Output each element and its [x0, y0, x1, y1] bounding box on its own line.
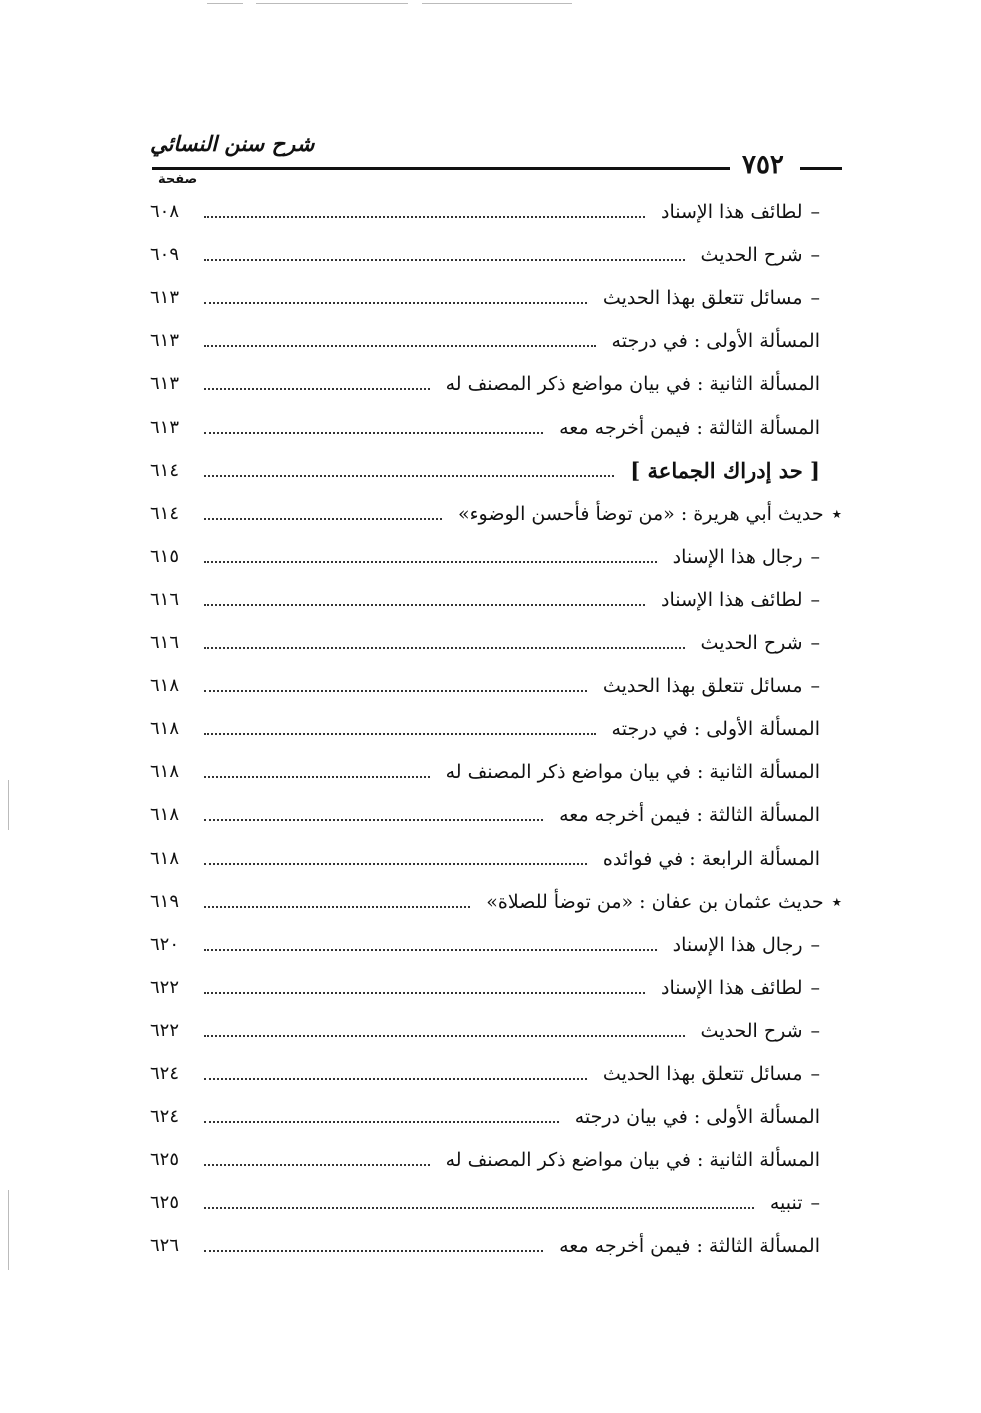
- toc-entry-page: ٦١٣: [150, 287, 180, 308]
- dot-leader: [204, 774, 430, 778]
- dot-leader: [204, 904, 470, 908]
- toc-entry-page: ٦١٩: [150, 891, 180, 912]
- toc-entry[interactable]: [150, 1144, 820, 1176]
- toc-entry-title: [593, 670, 820, 702]
- dash-marker: –: [810, 287, 820, 309]
- toc-entry-page: ٦١٨: [150, 718, 180, 739]
- toc-entry-title: [760, 1187, 820, 1219]
- toc-entry-text: المسألة الثانية : في بيان مواضع ذكر المصنف له: [445, 373, 820, 395]
- toc-entry-title: [448, 498, 842, 530]
- dash-marker: –: [810, 977, 820, 999]
- toc-entry[interactable]: [150, 239, 820, 271]
- toc-entry[interactable]: [150, 1230, 820, 1262]
- toc-entry-page: ٦١٨: [150, 804, 180, 825]
- toc-entry-text: تنبيه: [769, 1192, 803, 1214]
- toc-entry-title: [436, 368, 820, 400]
- toc-entry-text: حديث عثمان بن عفان : «من توضأ للصلاة»: [486, 891, 824, 913]
- toc-entry-title: [691, 627, 820, 659]
- toc-entry-page: ٦٢٥: [150, 1192, 180, 1213]
- toc-entry-title: [602, 325, 820, 357]
- toc-entry-page: ٦١٤: [150, 503, 180, 524]
- toc-entry-page: ٦٢٢: [150, 977, 180, 998]
- dash-marker: –: [810, 546, 820, 568]
- toc-entry[interactable]: [150, 282, 820, 314]
- dot-leader: [204, 1119, 559, 1123]
- dot-leader: [204, 645, 685, 649]
- toc-entry-page: ٦٢٢: [150, 1020, 180, 1041]
- toc-entry-title: [620, 455, 820, 487]
- toc-entry-title: [565, 1101, 820, 1133]
- toc-entry-title: [663, 929, 820, 961]
- toc-entry[interactable]: [150, 368, 820, 400]
- toc-entry-page: ٦٠٨: [150, 201, 180, 222]
- dash-marker: –: [810, 201, 820, 223]
- toc-entry-page: ٦١٣: [150, 373, 180, 394]
- dash-marker: –: [810, 589, 820, 611]
- toc-entry-title: [602, 713, 820, 745]
- toc-entry[interactable]: [150, 627, 820, 659]
- toc-entry[interactable]: [150, 325, 820, 357]
- dot-leader: [204, 257, 685, 261]
- toc-entry-page: ٦١٦: [150, 632, 180, 653]
- toc-entry-title: [593, 843, 820, 875]
- dot-leader: [204, 430, 543, 434]
- dot-leader: [204, 473, 614, 477]
- dot-leader: [204, 386, 430, 390]
- toc-entry[interactable]: [150, 799, 820, 831]
- toc-entry[interactable]: [150, 1015, 820, 1047]
- toc-entry-text: لطائف هذا الإسناد: [661, 201, 803, 223]
- toc-entry-text: المسألة الثانية : في بيان مواضع ذكر المصنف له: [445, 1149, 820, 1171]
- toc-entry-title: [651, 584, 820, 616]
- toc-entry-page: ٦١٨: [150, 848, 180, 869]
- dash-marker: –: [810, 675, 820, 697]
- toc-entry-page: ٦١٣: [150, 417, 180, 438]
- toc-entry-text: لطائف هذا الإسناد: [661, 977, 803, 999]
- toc-entry-page: ٦١٦: [150, 589, 180, 610]
- toc-entry[interactable]: [150, 541, 820, 573]
- page-number: ٧٥٢: [742, 150, 784, 180]
- toc-entry-page: ٦٠٩: [150, 244, 180, 265]
- toc-entry-title: [651, 196, 820, 228]
- scan-artifact: [8, 780, 9, 830]
- dash-marker: –: [810, 1020, 820, 1042]
- toc-entry-text: شرح الحديث: [700, 632, 803, 654]
- dot-leader: [204, 1248, 543, 1252]
- toc-entry-text: حديث أبي هريرة : «من توضأ فأحسن الوضوء»: [457, 503, 824, 525]
- dash-marker: –: [810, 934, 820, 956]
- toc-entry-text: رجال هذا الإسناد: [672, 934, 803, 956]
- toc-entry-page: ٦٢٥: [150, 1149, 180, 1170]
- toc-entry[interactable]: [150, 196, 820, 228]
- toc-entry[interactable]: [150, 1101, 820, 1133]
- dot-leader: [204, 214, 645, 218]
- dash-marker: –: [810, 244, 820, 266]
- toc-entry-text: المسألة الأولى : في درجته: [611, 330, 820, 352]
- toc-entry-page: ٦١٨: [150, 675, 180, 696]
- toc-entry-title: [436, 756, 820, 788]
- toc-entry-title: [651, 972, 820, 1004]
- toc-entry-text: شرح الحديث: [700, 1020, 803, 1042]
- toc-entry[interactable]: [150, 584, 820, 616]
- toc-entry-text: المسألة الثالثة : فيمن أخرجه معه: [559, 1235, 820, 1257]
- toc-entry-page: ٦٢٠: [150, 934, 180, 955]
- toc-entry-text: المسألة الثالثة : فيمن أخرجه معه: [559, 417, 820, 439]
- dot-leader: [204, 1205, 754, 1209]
- toc-entry[interactable]: [150, 713, 820, 745]
- page-column-label: صفحة: [158, 172, 198, 187]
- toc-entry-title: [436, 1144, 820, 1176]
- dot-leader: [204, 602, 645, 606]
- toc-entry-page: ٦٢٦: [150, 1235, 180, 1256]
- toc-entry[interactable]: [150, 886, 842, 918]
- toc-entry[interactable]: [150, 670, 820, 702]
- dot-leader: [204, 990, 645, 994]
- toc-entry-title: [549, 412, 820, 444]
- toc-entry-page: ٦١٤: [150, 460, 180, 481]
- dot-leader: [204, 1076, 587, 1080]
- toc-entry-title: [549, 799, 820, 831]
- toc-entry-text: [ حد إدراك الجماعة ]: [630, 458, 820, 483]
- dot-leader: [204, 516, 442, 520]
- toc-entry-text: المسألة الأولى : في درجته: [611, 718, 820, 740]
- asterisk-icon: ٭: [831, 503, 842, 525]
- toc-entry-page: ٦١٥: [150, 546, 180, 567]
- dot-leader: [204, 1033, 685, 1037]
- dot-leader: [204, 300, 587, 304]
- toc-entry-page: ٦١٣: [150, 330, 180, 351]
- toc-entry[interactable]: [150, 1187, 820, 1219]
- toc-entry[interactable]: [150, 455, 820, 487]
- dot-leader: [204, 1162, 430, 1166]
- toc-entry-page: ٦١٨: [150, 761, 180, 782]
- toc-entry[interactable]: [150, 972, 820, 1004]
- scan-artifact: [8, 1190, 9, 1270]
- toc-entry[interactable]: [150, 1058, 820, 1090]
- toc-entry-text: المسألة الثانية : في بيان مواضع ذكر المصنف له: [445, 761, 820, 783]
- dot-leader: [204, 947, 657, 951]
- toc-entry-text: لطائف هذا الإسناد: [661, 589, 803, 611]
- toc-entry-title: [549, 1230, 820, 1262]
- dash-marker: –: [810, 632, 820, 654]
- toc-entry-page: ٦٢٤: [150, 1063, 180, 1084]
- toc-entry-title: [476, 886, 842, 918]
- toc-entry-title: [663, 541, 820, 573]
- toc-entry-text: المسألة الرابعة : في فوائده: [602, 848, 820, 870]
- dot-leader: [204, 688, 587, 692]
- dot-leader: [204, 861, 587, 865]
- toc-entry-title: [593, 1058, 820, 1090]
- toc-entry-text: مسائل تتعلق بهذا الحديث: [602, 287, 803, 309]
- toc-entry-title: [593, 282, 820, 314]
- dash-marker: –: [810, 1192, 820, 1214]
- toc-entry-text: المسألة الثالثة : فيمن أخرجه معه: [559, 804, 820, 826]
- dash-marker: –: [810, 1063, 820, 1085]
- toc-entry-text: مسائل تتعلق بهذا الحديث: [602, 1063, 803, 1085]
- toc-entry[interactable]: [150, 412, 820, 444]
- asterisk-icon: ٭: [831, 891, 842, 913]
- toc-entry[interactable]: [150, 843, 820, 875]
- toc-entry[interactable]: [150, 498, 842, 530]
- toc-entry-text: المسألة الأولى : في بيان درجته: [574, 1106, 820, 1128]
- toc-entry-page: ٦٢٤: [150, 1106, 180, 1127]
- running-title: شرح سنن النسائي: [150, 132, 315, 156]
- toc-entry[interactable]: [150, 756, 820, 788]
- toc-entry[interactable]: [150, 929, 820, 961]
- toc-entry-text: رجال هذا الإسناد: [672, 546, 803, 568]
- dot-leader: [204, 817, 543, 821]
- toc-entry-text: شرح الحديث: [700, 244, 803, 266]
- dot-leader: [204, 731, 596, 735]
- toc-entry-title: [691, 1015, 820, 1047]
- toc-entry-text: مسائل تتعلق بهذا الحديث: [602, 675, 803, 697]
- toc-entry-title: [691, 239, 820, 271]
- dot-leader: [204, 559, 657, 563]
- dot-leader: [204, 343, 596, 347]
